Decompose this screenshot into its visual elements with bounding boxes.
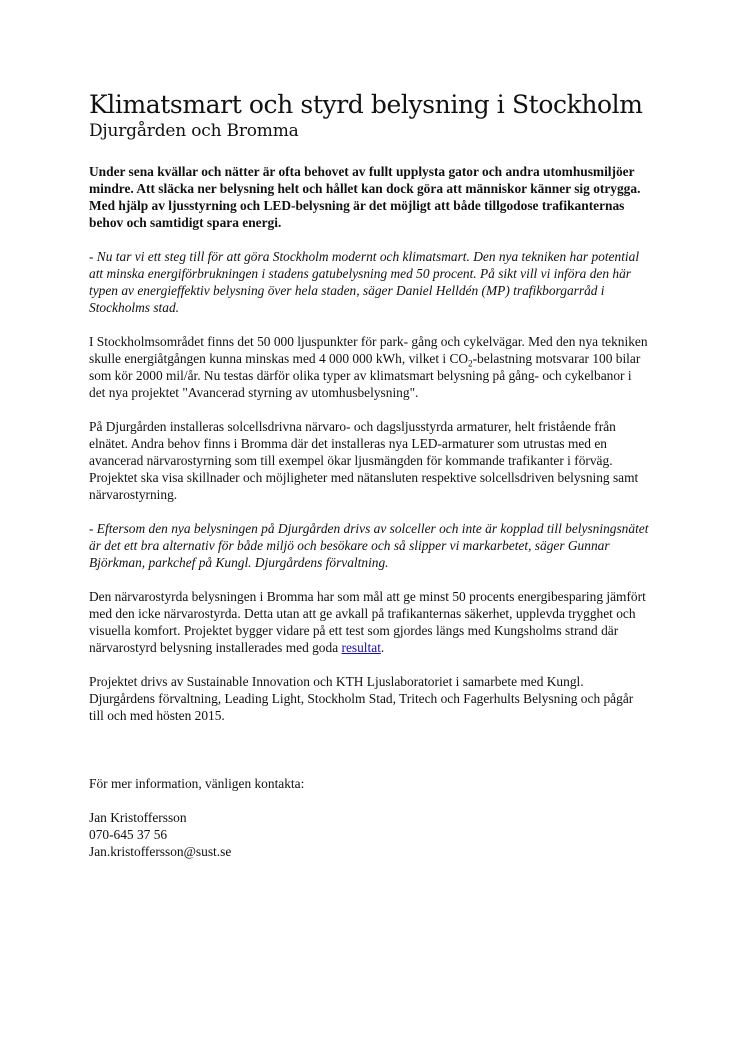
quote-paragraph-2: - Eftersom den nya belysningen på Djurgården drivs av solceller och inte är kopplad till belysningsnätet är det ett bra alternativ för både miljö och besökare och så slipper vi markarbetet, säger Gunnar Björkman, parkchef på Kungl. Djurgårdens förvaltning. bbox=[89, 521, 649, 570]
page-subtitle: Djurgården och Bromma bbox=[89, 121, 299, 141]
co2-subscript: 2 bbox=[468, 358, 473, 369]
lead-paragraph: Under sena kvällar och nätter är ofta behovet av fullt upplysta gator och andra utomhusmiljöer mindre. Att släcka ner belysning helt och hållet kan dock göra att människor känner sig otrygga. Med hjälp av ljusstyrning och LED-belysning är det möjligt att både tillgodose trafikanternas behov och samtidigt spara energi. bbox=[89, 164, 641, 230]
body-paragraph-3 bbox=[89, 588, 651, 656]
body-paragraph-1 bbox=[89, 333, 651, 401]
body-paragraph-3-end: . bbox=[380, 640, 385, 655]
body-paragraph-1-part-b: -belastning motsvarar 100 bilar som kör 2000 mil/år. Nu testas därför olika typer av klimatsmart belysning på gång- och cykelbanor i det nya projektet "Avancerad styrning av utomhusbelysning". bbox=[89, 351, 641, 400]
results-link[interactable]: resultat bbox=[341, 640, 381, 655]
body-paragraph-4: Projektet drivs av Sustainable Innovation och KTH Ljuslaboratoriet i samarbete med Kungl. Djurgårdens förvaltning, Leading Light, Stockholm Stad, Tritech och Fagerhults Belysning och pågår till och med hösten 2015. bbox=[89, 674, 634, 723]
press-release bbox=[89, 90, 651, 860]
quote-paragraph-1: - Nu tar vi ett steg till för att göra Stockholm modernt och klimatsmart. Den nya tekniken har potential att minska energiförbrukningen i stadens gatubelysning med 50 procent. På sikt vill vi införa den här typen av energieffektiv belysning över hela staden, säger Daniel Helldén (MP) trafikborgarråd i Stockholms stad. bbox=[89, 249, 640, 315]
contact-phone: 070-645 37 56 bbox=[89, 827, 168, 842]
contact-intro: För mer information, vänligen kontakta: bbox=[89, 776, 305, 791]
body-paragraph-3-text: Den närvarostyrda belysningen i Bromma har som mål att ge minst 50 procents energibesparing jämfört med den icke närvarostyrda. Detta utan att ge avkall på trafikanternas säkerhet, upplevda trygghet och visuella komfort. Projektet bygger vidare på ett test som gjordes längs med Kungsholms strand där närvarostyrd belysning installerades med goda bbox=[89, 589, 646, 655]
contact-email: Jan.kristoffersson@sust.se bbox=[89, 844, 232, 859]
section-spacer bbox=[89, 741, 651, 775]
body-paragraph-2: På Djurgården installeras solcellsdrivna närvaro- och dagsljusstyrda armaturer, helt fristående från elnätet. Andra behov finns i Bromma där det installeras nya LED-armaturer som utrustas med en avancerad närvarostyrning som till exempel ökar ljusmängden för kommande trafikanter i förväg. Projektet ska visa skillnader och möjligheter med nätansluten respektive solcellsdriven belysning samt närvarostyrning. bbox=[89, 419, 639, 502]
body-paragraph-1-part-a: I Stockholmsområdet finns det 50 000 ljuspunkter för park- gång och cykelvägar. Med den nya tekniken skulle energiåtgången kunna minskas med 4 000 000 kWh, vilket i CO bbox=[89, 334, 648, 366]
contact-name: Jan Kristoffersson bbox=[89, 810, 187, 825]
page-title: Klimatsmart och styrd belysning i Stockholm bbox=[89, 90, 643, 119]
